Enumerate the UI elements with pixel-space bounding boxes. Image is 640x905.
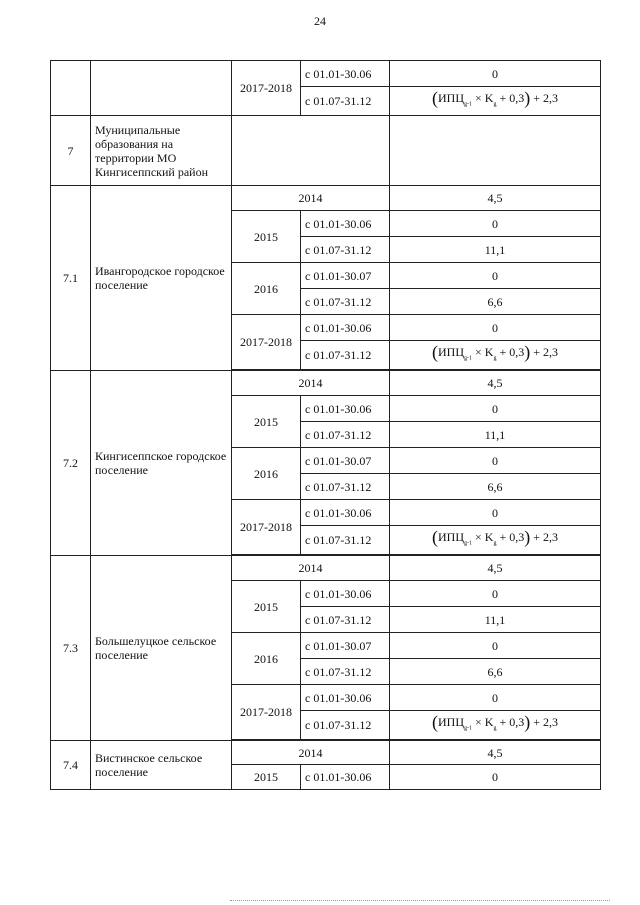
- period-cell: с 01.07-31.12: [301, 237, 390, 263]
- period-cell: с 01.01-30.06: [301, 211, 390, 237]
- row-number-cell: 7: [51, 116, 91, 186]
- period-cell: с 01.07-31.12: [301, 341, 390, 370]
- value-cell: 11,1: [390, 607, 601, 633]
- value-cell: 0: [390, 685, 601, 711]
- period-cell: с 01.07-31.12: [301, 289, 390, 315]
- page-number: 24: [314, 14, 326, 28]
- period-cell: с 01.01-30.07: [301, 263, 390, 289]
- value-cell: 6,6: [390, 659, 601, 685]
- scan-artifact-line: [230, 900, 610, 901]
- empty-cell: [232, 116, 390, 186]
- period-cell: с 01.07-31.12: [301, 659, 390, 685]
- formula-cell: $(ИПЦ_{g-1} \times K_g + 0,3) + 2,3$: [390, 711, 601, 740]
- row-name-cell: Кингисеппское городское поселение: [91, 371, 232, 556]
- value-cell: 0: [390, 765, 601, 790]
- period-cell: с 01.01-30.07: [301, 448, 390, 474]
- tariff-table: [50, 60, 601, 790]
- year-cell: 2017-2018: [232, 61, 301, 116]
- period-cell: с 01.01-30.06: [301, 500, 390, 526]
- period-cell: с 01.01-30.06: [301, 765, 390, 790]
- formula-cell: $(ИПЦ_{g-1} \times K_g + 0,3) + 2,3$: [390, 341, 601, 370]
- table-row: [51, 556, 601, 581]
- value-cell: 4,5: [390, 741, 601, 765]
- year-cell: 2017-2018: [232, 315, 301, 370]
- value-cell: 0: [390, 448, 601, 474]
- row-name-cell: Муниципальные образования на территории МО Кингисеппский район: [91, 116, 232, 186]
- period-cell: с 01.07-31.12: [301, 607, 390, 633]
- value-cell: 0: [390, 633, 601, 659]
- year-cell: 2015: [232, 211, 301, 263]
- value-cell: 11,1: [390, 422, 601, 448]
- value-cell: 0: [390, 500, 601, 526]
- formula-cell: $(ИПЦ_{g-1} \times K_g + 0,3) + 2,3$: [390, 87, 601, 116]
- table-row: [51, 371, 601, 396]
- value-cell: 0: [390, 61, 601, 87]
- period-cell: с 01.01-30.07: [301, 633, 390, 659]
- year-cell: 2015: [232, 581, 301, 633]
- formula-cell: $(ИПЦ_{g-1} \times K_g + 0,3) + 2,3$: [390, 526, 601, 555]
- year-cell: 2017-2018: [232, 500, 301, 555]
- value-cell: 6,6: [390, 289, 601, 315]
- row-name-cell: Вистинское сельское поселение: [91, 741, 232, 790]
- row-name-cell: Большелуцкое сельское поселение: [91, 556, 232, 741]
- value-cell: 0: [390, 211, 601, 237]
- empty-cell: [390, 116, 601, 186]
- value-cell: 0: [390, 315, 601, 341]
- period-cell: с 01.07-31.12: [301, 474, 390, 500]
- period-cell: с 01.01-30.06: [301, 581, 390, 607]
- period-cell: с 01.07-31.12: [301, 87, 390, 116]
- year-cell: 2017-2018: [232, 685, 301, 740]
- table-row: [51, 61, 601, 87]
- value-cell: 6,6: [390, 474, 601, 500]
- year-cell: 2014: [232, 186, 390, 211]
- year-cell: 2014: [232, 741, 390, 765]
- year-cell: 2014: [232, 556, 390, 581]
- row-number-cell: [51, 61, 91, 116]
- value-cell: 4,5: [390, 371, 601, 396]
- value-cell: 0: [390, 263, 601, 289]
- row-name-cell: Ивангородское городское поселение: [91, 186, 232, 371]
- value-cell: 0: [390, 581, 601, 607]
- year-cell: 2015: [232, 765, 301, 790]
- row-name-cell: [91, 61, 232, 116]
- table-row: [51, 116, 601, 186]
- row-number-cell: 7.1: [51, 186, 91, 371]
- row-number-cell: 7.3: [51, 556, 91, 741]
- year-cell: 2016: [232, 263, 301, 315]
- period-cell: с 01.01-30.06: [301, 315, 390, 341]
- table-row: [51, 741, 601, 765]
- value-cell: 0: [390, 396, 601, 422]
- year-cell: 2014: [232, 371, 390, 396]
- row-number-cell: 7.2: [51, 371, 91, 556]
- period-cell: с 01.07-31.12: [301, 711, 390, 740]
- period-cell: с 01.07-31.12: [301, 422, 390, 448]
- period-cell: с 01.01-30.06: [301, 396, 390, 422]
- year-cell: 2016: [232, 633, 301, 685]
- period-cell: с 01.01-30.06: [301, 685, 390, 711]
- period-cell: с 01.07-31.12: [301, 526, 390, 555]
- value-cell: 4,5: [390, 556, 601, 581]
- year-cell: 2016: [232, 448, 301, 500]
- row-number-cell: 7.4: [51, 741, 91, 790]
- table-row: [51, 186, 601, 211]
- value-cell: 11,1: [390, 237, 601, 263]
- value-cell: 4,5: [390, 186, 601, 211]
- period-cell: с 01.01-30.06: [301, 61, 390, 87]
- year-cell: 2015: [232, 396, 301, 448]
